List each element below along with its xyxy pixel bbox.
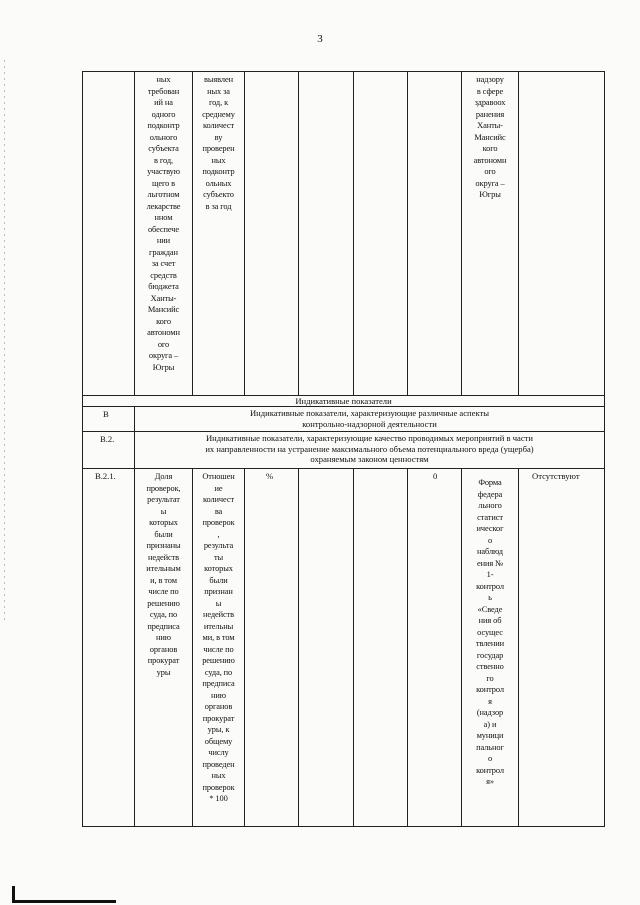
row-b-code: В (103, 409, 109, 419)
column-divider (244, 468, 245, 827)
table-border-top (82, 71, 605, 72)
column-divider (298, 468, 299, 827)
row-b21-unit: % (266, 471, 274, 481)
column-divider (518, 71, 519, 396)
row-divider (82, 431, 605, 432)
row-b21-note: Отсутствуют (532, 471, 580, 481)
continuation-formula: выявлен ных за год, к среднему количест ву проверен ных подконтр ольных субъекто в за год (202, 75, 235, 211)
row-b21-indicator-name: Доля проверок, результат ы которых были признаны недейств ительным и, в том числе по решению суда, по предписа нию органов прокурат уры (146, 472, 181, 677)
page-number: 3 (317, 33, 323, 45)
row-b21-formula: Отношен ие количест ва проверок , результа ты которых были признан ы недейств ительны ми, в том числе по решению суда, по предписа нию органов прокурат уры, к общему числу проведен ных проверок * 100 (202, 472, 235, 803)
row-divider (82, 468, 605, 469)
table-border-bottom (82, 826, 605, 827)
row-b21-source: Форма федера льного статист ическог о наблюд ения № 1- контрол ь «Сведе ния об осущес твлении государ ственно го контрол я (надзор а) и муници пальног о контрол я» (475, 478, 505, 786)
row-b21-value: 0 (433, 471, 438, 481)
row-b21-code: В.2.1. (95, 471, 116, 481)
section-header: Индикативные показатели (295, 396, 392, 406)
column-divider (353, 71, 354, 396)
column-divider (244, 71, 245, 396)
column-divider (353, 468, 354, 827)
column-divider (518, 468, 519, 827)
column-divider (407, 71, 408, 396)
column-divider (407, 468, 408, 827)
column-divider (298, 71, 299, 396)
scan-edge-dots (4, 60, 5, 620)
continuation-source: надзору в сфере здравоох ранения Ханты- Мансийс кого автономн ого округа – Югры (473, 75, 507, 199)
scan-corner-mark (12, 900, 116, 903)
continuation-indicator-name: ных требован ий на одного подконтр ольного субъекта в год, участвую щего в льготном лекарстве нном обеспече нии граждан за счет средств бюджета Ханты- Мансийс кого автономн ого округа – Югры (146, 75, 181, 372)
table-border-left (82, 71, 83, 827)
row-b-text: Индикативные показатели, характеризующие различные аспекты контрольно-надзорной деятельности (249, 408, 490, 429)
table-border-right (604, 71, 605, 827)
row-b2-code: В.2. (100, 434, 115, 444)
row-b2-text: Индикативные показатели, характеризующие качество проводимых мероприятий в части их направленности на устранение максимального объема потенциального вреда (ущерба) охраняемым законом ценностям (205, 433, 534, 464)
